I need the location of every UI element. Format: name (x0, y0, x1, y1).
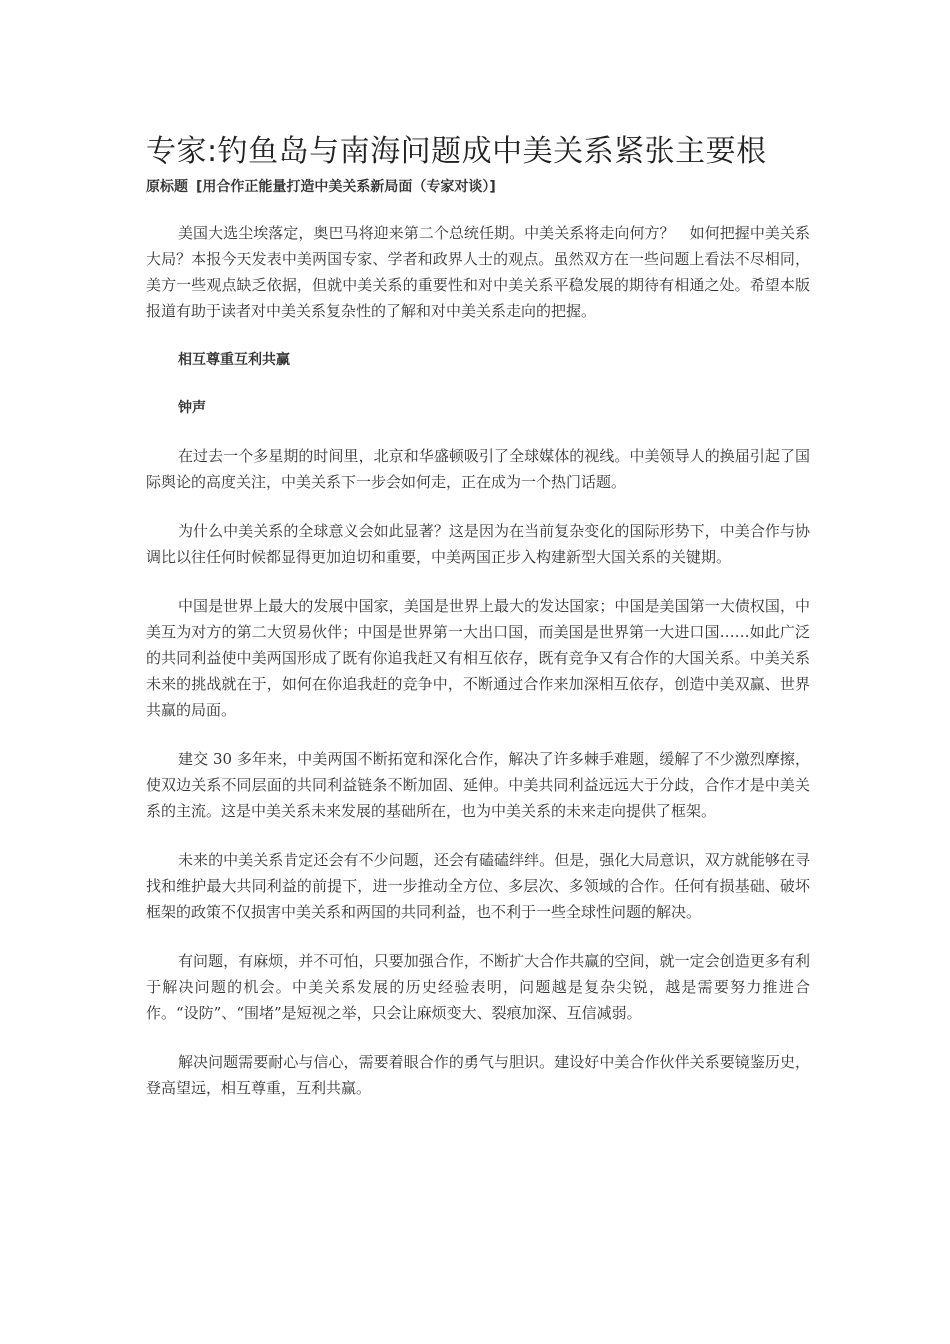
author-name: 钟声 (178, 400, 206, 416)
subtitle-prefix: 原标题 (146, 179, 188, 195)
article-body (146, 220, 810, 1101)
paragraph-intro: 美国大选尘埃落定，奥巴马将迎来第二个总统任期。中美关系将走向何方？ 如何把握中美关系大局？本报今天发表中美两国专家、学者和政界人士的观点。虽然双方在一些问题上看法不尽相同，美方一些观点缺乏依据，但就中美关系的重要性和对中美关系平稳发展的期待有相通之处。希望本版报道有助于读者对中美关系复杂性的了解和对中美关系走向的把握。 (146, 224, 810, 320)
article (146, 132, 810, 1124)
article-title: 专家:钓鱼岛与南海问题成中美关系紧张主要根 (146, 134, 767, 169)
paragraph: 中国是世界上最大的发展中国家，美国是世界上最大的发达国家；中国是美国第一大债权国，中美互为对方的第二大贸易伙伴；中国是世界第一大出口国，而美国是世界第一大进口国……如此广泛的共同利益使中美两国形成了既有你追我赶又有相互依存，既有竞争又有合作的大国关系。中美关系未来的挑战就在于，如何在你追我赶的竞争中，不断通过合作来加深相互依存，创造中美双赢、世界共赢的局面。 (146, 597, 810, 719)
paragraph: 在过去一个多星期的时间里，北京和华盛顿吸引了全球媒体的视线。中美领导人的换届引起了国际舆论的高度关注，中美关系下一步会如何走，正在成为一个热门话题。 (146, 447, 810, 491)
section-heading: 相互尊重互利共赢 (178, 352, 290, 368)
paragraph: 有问题，有麻烦，并不可怕，只要加强合作，不断扩大合作共赢的空间，就一定会创造更多有利于解决问题的机会。中美关系发展的历史经验表明，问题越是复杂尖锐，越是需要努力推进合作。“设防”、“围堵”是短视之举，只会让麻烦变大、裂痕加深、互信减弱。 (146, 952, 810, 1022)
article-subtitle (146, 176, 810, 198)
paragraph: 建交 30 多年来，中美两国不断拓宽和深化合作，解决了许多棘手难题，缓解了不少激烈摩擦，使双边关系不同层面的共同利益链条不断加固、延伸。中美共同利益远远大于分歧，合作才是中美关系的主流。这是中美关系未来发展的基础所在，也为中美关系的未来走向提供了框架。 (146, 750, 810, 820)
paragraph: 未来的中美关系肯定还会有不少问题，还会有磕磕绊绊。但是，强化大局意识，双方就能够在寻找和维护最大共同利益的前提下，进一步推动全方位、多层次、多领域的合作。任何有损基础、破坏框架的政策不仅损害中美关系和两国的共同利益，也不利于一些全球性问题的解决。 (146, 851, 810, 921)
subtitle-text: [用合作正能量打造中美关系新局面（专家对谈）] (196, 179, 496, 195)
paragraph: 为什么中美关系的全球意义会如此显著？这是因为在当前复杂变化的国际形势下，中美合作与协调比以往任何时候都显得更加迫切和重要，中美两国正步入构建新型大国关系的关键期。 (146, 522, 810, 566)
paragraph: 解决问题需要耐心与信心，需要着眼合作的勇气与胆识。建设好中美合作伙伴关系要镜鉴历史，登高望远，相互尊重，互利共赢。 (146, 1053, 810, 1097)
